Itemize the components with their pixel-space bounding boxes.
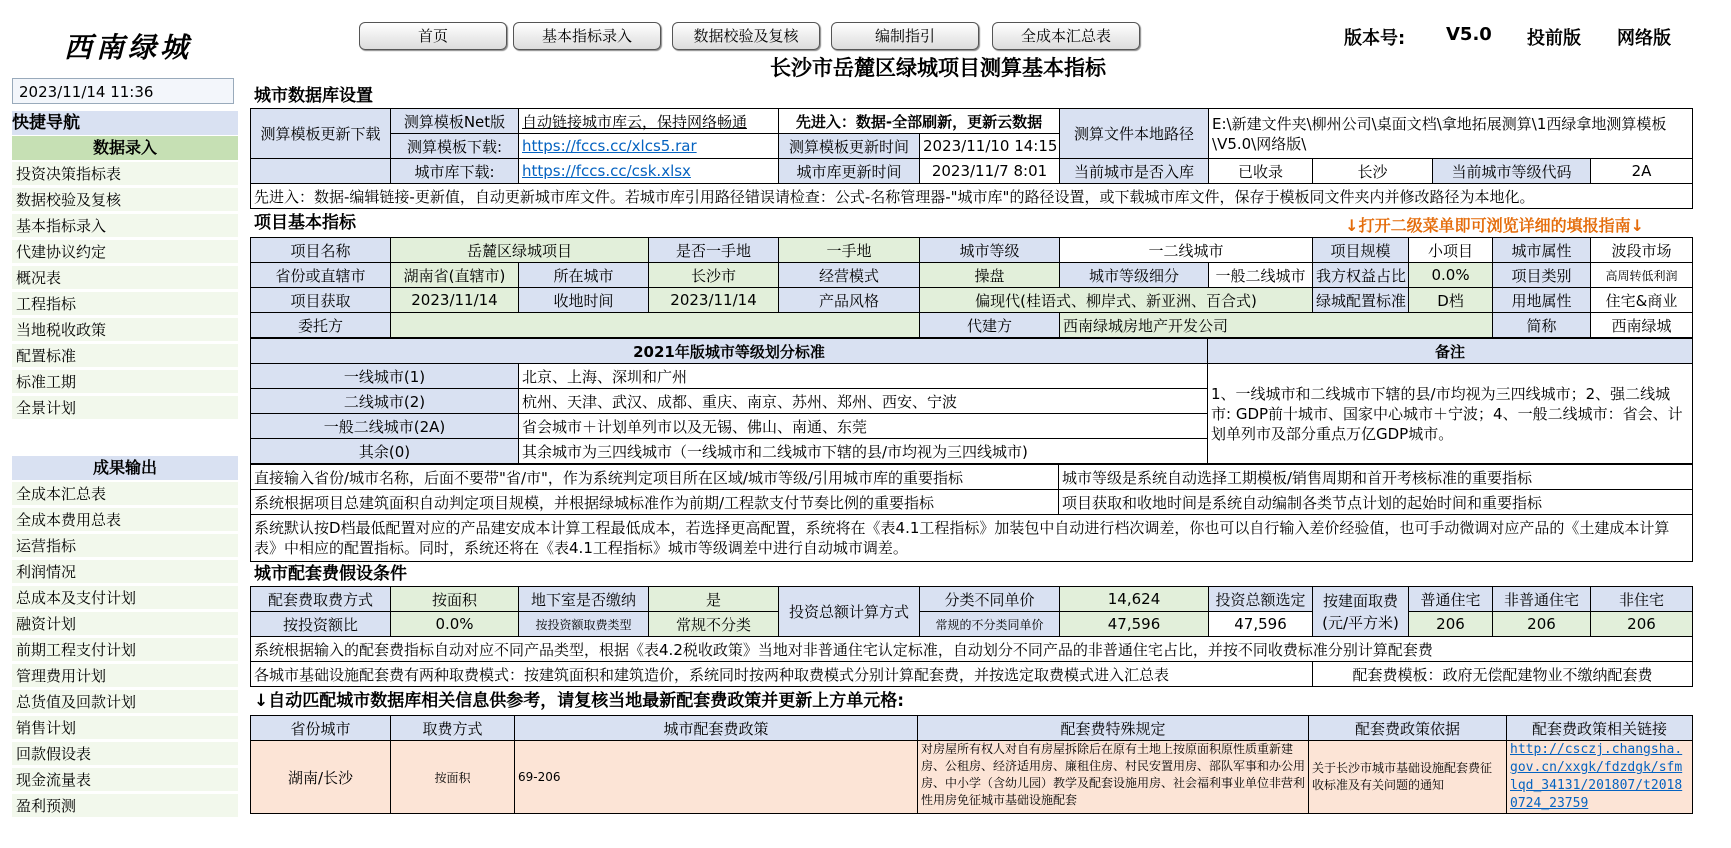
policy-head: 取费方式 <box>391 716 515 741</box>
fee-table <box>250 586 1693 687</box>
datetime-cell: 2023/11/14 11:36 <box>12 78 234 104</box>
city-label: 所在城市 <box>519 263 649 288</box>
nav-output-item-3[interactable]: 利润情况 <box>12 560 238 584</box>
equity-label: 我方权益占比 <box>1313 263 1409 288</box>
local-path-label: 测算文件本地路径 <box>1060 109 1209 159</box>
nav-output-item-4[interactable]: 总成本及支付计划 <box>12 586 238 610</box>
fee-mode-value[interactable]: 按面积 <box>391 587 519 612</box>
project-scale-value: 小项目 <box>1409 238 1493 263</box>
diff-price-label: 分类不同单价 <box>920 587 1060 612</box>
grade-row-value: 北京、上海、深圳和广州 <box>519 364 1208 389</box>
builder-value[interactable]: 西南绿城房地产开发公司 <box>1060 313 1493 338</box>
short-name-value: 西南绿城 <box>1591 313 1693 338</box>
city-attr-label: 城市属性 <box>1493 238 1591 263</box>
land-time-label: 收地时间 <box>519 288 649 313</box>
grade-row-value: 省会城市＋计划单列市以及无锡、佛山、南通、东莞 <box>519 414 1208 439</box>
first-hand-value[interactable]: 一手地 <box>779 238 920 263</box>
policy-section-title: ↓自动匹配城市数据库相关信息供参考，请复核当地最新配套费政策并更新上方单元格: <box>254 691 905 711</box>
policy-table <box>250 715 1693 814</box>
first-enter-note: 先进入：数据-全部刷新，更新云数据 <box>779 109 1060 134</box>
nav-output-item-11[interactable]: 现金流量表 <box>12 768 238 792</box>
nav-entry-item-1[interactable]: 数据校验及复核 <box>12 188 238 212</box>
version-value: V5.0 <box>1446 24 1492 45</box>
total-select-label: 投资总额选定 <box>1209 587 1313 612</box>
grade-row-key: 二线城市(2) <box>251 389 519 414</box>
citydb-table <box>250 108 1693 209</box>
local-path-value: E:\新建文件夹\柳州公司\桌面文档\拿地拓展测算\1西绿拿地测算模板\V5.0\网络版\ <box>1209 109 1693 159</box>
nav-entry-item-9[interactable]: 全景计划 <box>12 396 238 420</box>
ratio-value[interactable]: 0.0% <box>391 612 519 637</box>
basic-entry-button[interactable]: 基本指标录入 <box>513 22 661 50</box>
guide-hint: ↓打开二级菜单即可浏览详细的填报指南↓ <box>1345 216 1644 235</box>
city-grade-label: 城市等级 <box>920 238 1060 263</box>
data-check-button[interactable]: 数据校验及复核 <box>672 22 820 50</box>
fee-mode-label: 配套费取费方式 <box>251 587 391 612</box>
fee-section-title: 城市配套费假设条件 <box>254 564 407 584</box>
policy-head: 配套费政策相关链接 <box>1507 716 1693 741</box>
guide-button[interactable]: 编制指引 <box>831 22 979 50</box>
nav-output-item-12[interactable]: 盈利预测 <box>12 794 238 818</box>
home-button[interactable]: 首页 <box>359 22 507 50</box>
stage-label: 投前版 <box>1527 28 1581 49</box>
network-label: 网络版 <box>1617 28 1671 49</box>
type-value[interactable]: 常规不分类 <box>649 612 779 637</box>
policy-head: 城市配套费政策 <box>515 716 918 741</box>
template-time-value: 2023/11/10 14:15 <box>920 134 1060 159</box>
rate-nonres-value[interactable]: 206 <box>1591 612 1693 637</box>
net-version-label: 测算模板Net版 <box>391 109 519 134</box>
province-label: 省份或直辖市 <box>251 263 391 288</box>
data-entry-header: 数据录入 <box>12 136 238 160</box>
policy-head: 配套费政策依据 <box>1309 716 1507 741</box>
policy-special: 对房屋所有权人对自有房屋拆除后在原有土地上按原面积原性质重新建房、公租房、经济适用房、廉租住房、村民安置用房、部队军事和办公用房、中小学（含幼儿园）教学及配套设施用房、社会福利事业单位非营利性用房免征城市基础设施配套 <box>918 741 1309 814</box>
grade-code-label: 当前城市等级代码 <box>1433 159 1591 184</box>
rate-unit: (元/平方米) <box>1322 613 1399 632</box>
grade-remark: 1、一线城市和二线城市下辖的县/市均视为三四线城市；2、强二线城市: GDP前十城市、国家中心城市＋宁波；4、一般二线城市：省会、计划单列市及部分重点万亿GDP城市。 <box>1208 364 1693 464</box>
land-time-date[interactable]: 2023/11/14 <box>649 288 779 313</box>
grade-row-key: 一般二线城市(2A) <box>251 414 519 439</box>
quick-nav-title: 快捷导航 <box>12 111 238 135</box>
policy-head: 省份城市 <box>251 716 391 741</box>
nav-output-item-10[interactable]: 回款假设表 <box>12 742 238 766</box>
city-download-link[interactable]: https://fccs.cc/csk.xlsx <box>522 162 691 180</box>
acquire-date[interactable]: 2023/11/14 <box>391 288 519 313</box>
project-type-value: 高周转低利润 <box>1591 263 1693 288</box>
nav-output-item-5[interactable]: 融资计划 <box>12 612 238 636</box>
rate-common-value[interactable]: 206 <box>1409 612 1493 637</box>
nav-entry-item-8[interactable]: 标准工期 <box>12 370 238 394</box>
rate-label: 按建面取费 <box>1322 591 1398 610</box>
rate-noncommon-value[interactable]: 206 <box>1493 612 1591 637</box>
short-name-label: 简称 <box>1493 313 1591 338</box>
city-input[interactable]: 长沙市 <box>649 263 779 288</box>
nav-output-item-0[interactable]: 全成本汇总表 <box>12 482 238 506</box>
note-cell: 项目获取和收地时间是系统自动编制各类节点计划的起始时间和重要指标 <box>1059 490 1693 515</box>
grade-row-key: 其余(0) <box>251 439 519 464</box>
fee-template: 配套费模板：政府无偿配建物业不缴纳配套费 <box>1313 662 1693 687</box>
project-scale-label: 项目规模 <box>1313 238 1409 263</box>
note-cell: 系统根据项目总建筑面积自动判定项目规模，并根据绿城标准作为前期/工程款支付节奏比例的重要指标 <box>251 490 1059 515</box>
land-use-value: 住宅&商业 <box>1591 288 1693 313</box>
nav-output-item-8[interactable]: 总货值及回款计划 <box>12 690 238 714</box>
province-input[interactable]: 湖南省(直辖市) <box>391 263 519 288</box>
product-style-value[interactable]: 偏现代(桂语式、柳岸式、新亚洲、百合式) <box>920 288 1313 313</box>
policy-link[interactable]: http://csczj.changsha.gov.cn/xxgk/fdzdgk/sfmlqd_34131/201807/t20180724_23759 <box>1510 742 1683 811</box>
nav-entry-item-3[interactable]: 代建协议约定 <box>12 240 238 264</box>
nav-entry-item-0[interactable]: 投资决策指标表 <box>12 162 238 186</box>
company-logo: 西南绿城 <box>64 31 193 64</box>
template-download-label: 测算模板下载: <box>391 134 519 159</box>
nav-entry-item-4[interactable]: 概况表 <box>12 266 238 290</box>
grade-row-value: 其余城市为三四线城市（一线城市和二线城市下辖的县/市均视为三四线城市) <box>519 439 1208 464</box>
long-note-cell: 系统默认按D档最低配置对应的产品建安成本计算工程最低成本，若选择更高配置，系统将在《表4.1工程指标》加装包中自动进行档次调差，你也可以自行输入差价经验值，也可手动微调对应产品的《土建成本计算表》中相应的配置指标。同时，系统还将在《表4.1工程指标》城市等级调差中进行自动城市调差。 <box>251 515 1693 562</box>
operation-mode-label: 经营模式 <box>779 263 920 288</box>
diff-price-value[interactable]: 14,624 <box>1060 587 1209 612</box>
citydb-section-title: 城市数据库设置 <box>254 86 373 106</box>
fee-note-1: 系统根据输入的配套费指标自动对应不同产品类型，根据《表4.2税收政策》当地对非普通住宅认定标准，自动划分不同产品的非普通住宅占比，并按不同收费标准分别计算配套费 <box>251 637 1693 662</box>
nav-output-item-6[interactable]: 前期工程支付计划 <box>12 638 238 662</box>
nav-entry-item-7[interactable]: 配置标准 <box>12 344 238 368</box>
in-lib-label: 当前城市是否入库 <box>1060 159 1209 184</box>
acquire-label: 项目获取 <box>251 288 391 313</box>
grade-code-value: 2A <box>1591 159 1693 184</box>
in-lib-value: 已收录 <box>1209 159 1313 184</box>
client-label: 委托方 <box>251 313 391 338</box>
net-version-value: 自动链接城市库云，保持网络畅通 <box>519 109 779 134</box>
output-header: 成果输出 <box>12 456 238 480</box>
grade-row-key: 一线城市(1) <box>251 364 519 389</box>
basement-value[interactable]: 是 <box>649 587 779 612</box>
calc-mode-label: 投资总额计算方式 <box>779 587 920 637</box>
ratio-label: 按投资额比 <box>251 612 391 637</box>
project-name-input[interactable]: 岳麓区绿城项目 <box>391 238 649 263</box>
policy-mode: 按面积 <box>391 741 515 814</box>
equity-value[interactable]: 0.0% <box>1409 263 1493 288</box>
nav-entry-item-6[interactable]: 当地税收政策 <box>12 318 238 342</box>
city-attr-value: 波段市场 <box>1591 238 1693 263</box>
city-time-value: 2023/11/7 8:01 <box>920 159 1060 184</box>
nav-output-item-2[interactable]: 运营指标 <box>12 534 238 558</box>
client-input[interactable] <box>391 313 920 338</box>
empty-cell <box>251 159 391 184</box>
template-update-label: 测算模板更新下载 <box>251 109 391 159</box>
col-noncommon-residence: 非普通住宅 <box>1493 587 1591 612</box>
nav-entry-item-2[interactable]: 基本指标录入 <box>12 214 238 238</box>
nav-output-item-7[interactable]: 管理费用计划 <box>12 664 238 688</box>
grade-table-title: 2021年版城市等级划分标准 <box>251 339 1208 364</box>
product-style-label: 产品风格 <box>779 288 920 313</box>
project-type-label: 项目类别 <box>1493 263 1591 288</box>
policy-value: 69-206 <box>515 741 918 814</box>
grade-row-value: 杭州、天津、武汉、成都、重庆、南京、苏州、郑州、西安、宁波 <box>519 389 1208 414</box>
project-name-label: 项目名称 <box>251 238 391 263</box>
template-time-label: 测算模板更新时间 <box>779 134 920 159</box>
note-cell: 直接输入省份/城市名称，后面不要带"省/市"，作为系统判定项目所在区域/城市等级/引用城市库的重要指标 <box>251 465 1059 490</box>
policy-head: 配套费特殊规定 <box>918 716 1309 741</box>
type-label: 按投资额取费类型 <box>519 612 649 637</box>
notes-table <box>250 464 1693 562</box>
col-non-residence: 非住宅 <box>1591 587 1693 612</box>
city-grade-value: 一二线城市 <box>1060 238 1313 263</box>
citydb-note: 先进入：数据-编辑链接-更新值，自动更新城市库文件。若城市库引用路径错误请检查：公式-名称管理器-"城市库"的路径设置，或下载城市库文件，保存于模板同文件夹内并修改路径为本地化。 <box>251 184 1693 209</box>
sheet-area <box>250 84 1692 814</box>
policy-city: 湖南/长沙 <box>251 741 391 814</box>
city-value: 长沙 <box>1313 159 1433 184</box>
cost-summary-button[interactable]: 全成本汇总表 <box>992 22 1140 50</box>
first-hand-label: 是否一手地 <box>649 238 779 263</box>
nav-output-item-1[interactable]: 全成本费用总表 <box>12 508 238 532</box>
config-std-value[interactable]: D档 <box>1409 288 1493 313</box>
version-label: 版本号: <box>1344 28 1406 49</box>
col-common-residence: 普通住宅 <box>1409 587 1493 612</box>
nav-entry-item-5[interactable]: 工程指标 <box>12 292 238 316</box>
note-cell: 城市等级是系统自动选择工期模板/销售周期和首开考核标准的重要指标 <box>1059 465 1693 490</box>
nav-output-item-9[interactable]: 销售计划 <box>12 716 238 740</box>
grade-table <box>250 338 1693 464</box>
same-price-value[interactable]: 47,596 <box>1060 612 1209 637</box>
city-download-label: 城市库下载: <box>391 159 519 184</box>
config-std-label: 绿城配置标准 <box>1313 288 1409 313</box>
page-title: 长沙市岳麓区绿城项目测算基本指标 <box>770 56 1106 80</box>
basic-table <box>250 237 1693 338</box>
land-use-label: 用地属性 <box>1493 288 1591 313</box>
remark-title: 备注 <box>1208 339 1693 364</box>
grade-detail-label: 城市等级细分 <box>1060 263 1209 288</box>
policy-basis: 关于长沙市城市基础设施配套费征收标准及有关问题的通知 <box>1309 741 1507 814</box>
operation-mode-value[interactable]: 操盘 <box>920 263 1060 288</box>
city-time-label: 城市库更新时间 <box>779 159 920 184</box>
grade-detail-value: 一般二线城市 <box>1209 263 1313 288</box>
builder-label: 代建方 <box>920 313 1060 338</box>
total-select-value: 47,596 <box>1209 612 1313 637</box>
template-download-link[interactable]: https://fccs.cc/xlcs5.rar <box>522 137 697 155</box>
fee-note-2: 各城市基础设施配套费有两种取费模式：按建筑面积和建筑造价，系统同时按两种取费模式分别计算配套费，并按选定取费模式进入汇总表 <box>251 662 1313 687</box>
basic-section-title: 项目基本指标 <box>254 213 356 233</box>
basement-label: 地下室是否缴纳 <box>519 587 649 612</box>
same-price-label: 常规的不分类同单价 <box>920 612 1060 637</box>
